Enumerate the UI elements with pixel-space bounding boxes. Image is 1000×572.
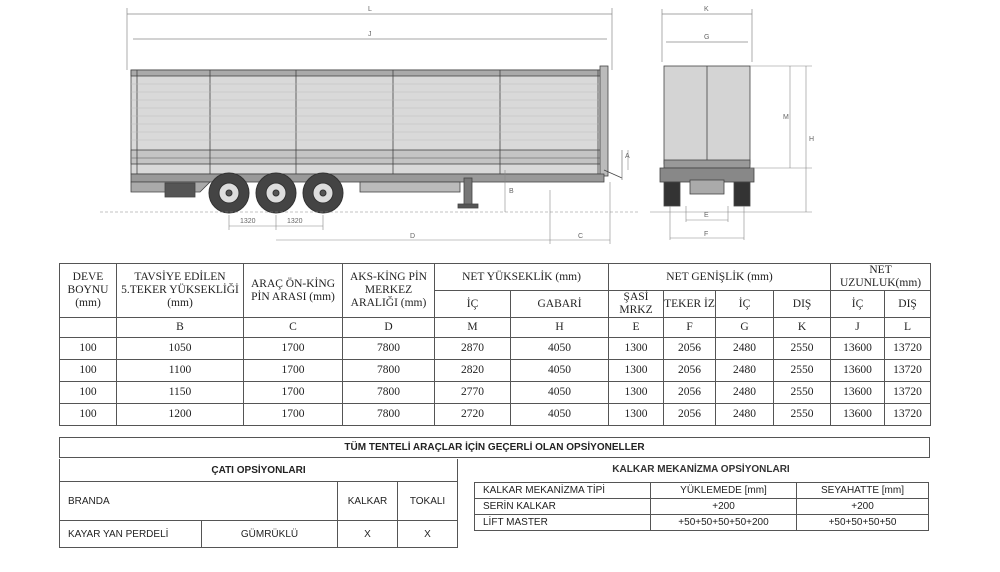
table-cell: 4050 bbox=[511, 360, 609, 382]
table-cell: 2056 bbox=[664, 404, 716, 426]
code-cell-blank bbox=[60, 318, 117, 338]
table-cell: 7800 bbox=[343, 360, 435, 382]
table-cell: 1050 bbox=[117, 338, 244, 360]
table-row bbox=[60, 404, 931, 426]
table-cell: 4050 bbox=[511, 382, 609, 404]
table-cell: 1300 bbox=[609, 404, 664, 426]
table-cell: 1300 bbox=[609, 338, 664, 360]
table-cell: 13600 bbox=[831, 338, 885, 360]
header-teker-iz: TEKER İZ bbox=[664, 291, 716, 318]
dim-label-axle2: 1320 bbox=[287, 218, 303, 225]
roof-options-table bbox=[59, 459, 458, 548]
dim-label-f: F bbox=[704, 231, 709, 238]
table-cell: 7800 bbox=[343, 404, 435, 426]
code-cell: E bbox=[609, 318, 664, 338]
trailer-side-body bbox=[131, 66, 608, 176]
table-cell: 2820 bbox=[435, 360, 511, 382]
dim-label-l: L bbox=[368, 6, 372, 13]
table-cell: 4050 bbox=[511, 338, 609, 360]
table-cell: 13720 bbox=[885, 360, 931, 382]
table-cell: 2720 bbox=[435, 404, 511, 426]
header-dis-2: DIŞ bbox=[885, 291, 931, 318]
lift-col-loading: YÜKLEMEDE [mm] bbox=[651, 483, 797, 499]
header-dis-1: DIŞ bbox=[774, 291, 831, 318]
header-ic-2: İÇ bbox=[716, 291, 774, 318]
lift-cell: LİFT MASTER bbox=[475, 515, 651, 531]
options-title: TÜM TENTELİ ARAÇLAR İÇİN GEÇERLİ OLAN OPSİYONELLER bbox=[59, 437, 930, 458]
axle-wheels bbox=[209, 173, 343, 213]
roof-tokali: TOKALI bbox=[398, 482, 458, 521]
trailer-rear-view bbox=[660, 66, 754, 206]
lift-options-table bbox=[474, 482, 929, 531]
header-ic-3: İÇ bbox=[831, 291, 885, 318]
dim-label-j: J bbox=[368, 31, 372, 38]
dim-label-d: D bbox=[410, 233, 416, 240]
table-cell: 100 bbox=[60, 404, 117, 426]
header-net-yukseklik: NET YÜKSEKLİK (mm) bbox=[435, 264, 609, 291]
code-cell: K bbox=[774, 318, 831, 338]
code-cell: J bbox=[831, 318, 885, 338]
lift-cell: +200 bbox=[651, 499, 797, 515]
table-cell: 1700 bbox=[244, 404, 343, 426]
code-cell: B bbox=[117, 318, 244, 338]
trailer-technical-drawing bbox=[0, 0, 1000, 262]
header-ic-1: İÇ bbox=[435, 291, 511, 318]
table-cell: 1700 bbox=[244, 360, 343, 382]
header-teker: TAVSİYE EDİLEN 5.TEKER YÜKSEKLİĞİ (mm) bbox=[117, 264, 244, 318]
roof-x-tokali: X bbox=[398, 521, 458, 548]
roof-gumruklu: GÜMRÜKLÜ bbox=[202, 521, 338, 548]
table-row bbox=[60, 338, 931, 360]
table-cell: 2480 bbox=[716, 404, 774, 426]
lift-options-title: KALKAR MEKANİZMA OPSİYONLARI bbox=[612, 464, 790, 475]
table-cell: 2550 bbox=[774, 338, 831, 360]
table-cell: 2056 bbox=[664, 338, 716, 360]
code-cell: H bbox=[511, 318, 609, 338]
table-cell: 4050 bbox=[511, 404, 609, 426]
lift-cell: +200 bbox=[797, 499, 929, 515]
table-row bbox=[60, 360, 931, 382]
table-row bbox=[60, 382, 931, 404]
table-cell: 1700 bbox=[244, 338, 343, 360]
dim-label-h: H bbox=[809, 136, 815, 143]
header-sasi: ŞASİ MRKZ bbox=[609, 291, 664, 318]
lift-col-travel: SEYAHATTE [mm] bbox=[797, 483, 929, 499]
code-cell: M bbox=[435, 318, 511, 338]
table-cell: 1150 bbox=[117, 382, 244, 404]
header-king-pin: ARAÇ ÖN-KİNG PİN ARASI (mm) bbox=[244, 264, 343, 318]
table-cell: 1300 bbox=[609, 360, 664, 382]
dim-label-e: E bbox=[704, 212, 709, 219]
table-cell: 100 bbox=[60, 382, 117, 404]
table-cell: 100 bbox=[60, 360, 117, 382]
roof-x-kalkar: X bbox=[338, 521, 398, 548]
dim-label-m: M bbox=[783, 114, 789, 121]
table-cell: 13600 bbox=[831, 404, 885, 426]
table-cell: 2056 bbox=[664, 382, 716, 404]
table-cell: 2480 bbox=[716, 360, 774, 382]
table-cell: 2480 bbox=[716, 382, 774, 404]
code-cell: D bbox=[343, 318, 435, 338]
table-cell: 13600 bbox=[831, 382, 885, 404]
roof-kayar: KAYAR YAN PERDELİ bbox=[60, 521, 202, 548]
table-cell: 2550 bbox=[774, 404, 831, 426]
table-cell: 7800 bbox=[343, 382, 435, 404]
header-gabari: GABARİ bbox=[511, 291, 609, 318]
dim-label-b: B bbox=[509, 188, 514, 195]
lift-col-type: KALKAR MEKANİZMA TİPİ bbox=[475, 483, 651, 499]
dim-label-axle1: 1320 bbox=[240, 218, 256, 225]
table-cell: 2480 bbox=[716, 338, 774, 360]
lift-row bbox=[475, 499, 929, 515]
table-cell: 100 bbox=[60, 338, 117, 360]
roof-branda: BRANDA bbox=[60, 482, 338, 521]
lift-cell: +50+50+50+50+200 bbox=[651, 515, 797, 531]
lift-cell: SERİN KALKAR bbox=[475, 499, 651, 515]
table-cell: 2550 bbox=[774, 360, 831, 382]
table-cell: 13600 bbox=[831, 360, 885, 382]
dim-label-k: K bbox=[704, 6, 709, 13]
dim-label-g: G bbox=[704, 34, 710, 41]
table-cell: 7800 bbox=[343, 338, 435, 360]
lift-cell: +50+50+50+50 bbox=[797, 515, 929, 531]
header-net-genislik: NET GENİŞLİK (mm) bbox=[609, 264, 831, 291]
table-cell: 1100 bbox=[117, 360, 244, 382]
header-aks: AKS-KİNG PİN MERKEZ ARALIĞI (mm) bbox=[343, 264, 435, 318]
table-cell: 2770 bbox=[435, 382, 511, 404]
dim-label-a: A bbox=[625, 153, 630, 160]
spec-table bbox=[59, 263, 931, 426]
code-cell: L bbox=[885, 318, 931, 338]
table-cell: 13720 bbox=[885, 404, 931, 426]
table-cell: 2870 bbox=[435, 338, 511, 360]
table-cell: 1300 bbox=[609, 382, 664, 404]
dim-label-c: C bbox=[578, 233, 584, 240]
code-cell: G bbox=[716, 318, 774, 338]
table-cell: 1200 bbox=[117, 404, 244, 426]
code-cell: F bbox=[664, 318, 716, 338]
table-cell: 13720 bbox=[885, 338, 931, 360]
table-cell: 1700 bbox=[244, 382, 343, 404]
roof-options-title: ÇATI OPSİYONLARI bbox=[60, 459, 458, 482]
table-cell: 13720 bbox=[885, 382, 931, 404]
table-cell: 2550 bbox=[774, 382, 831, 404]
roof-kalkar: KALKAR bbox=[338, 482, 398, 521]
header-net-uzunluk: NET UZUNLUK(mm) bbox=[831, 264, 931, 291]
header-deve-boynu: DEVE BOYNU (mm) bbox=[60, 264, 117, 318]
lift-row bbox=[475, 515, 929, 531]
code-cell: C bbox=[244, 318, 343, 338]
table-cell: 2056 bbox=[664, 360, 716, 382]
